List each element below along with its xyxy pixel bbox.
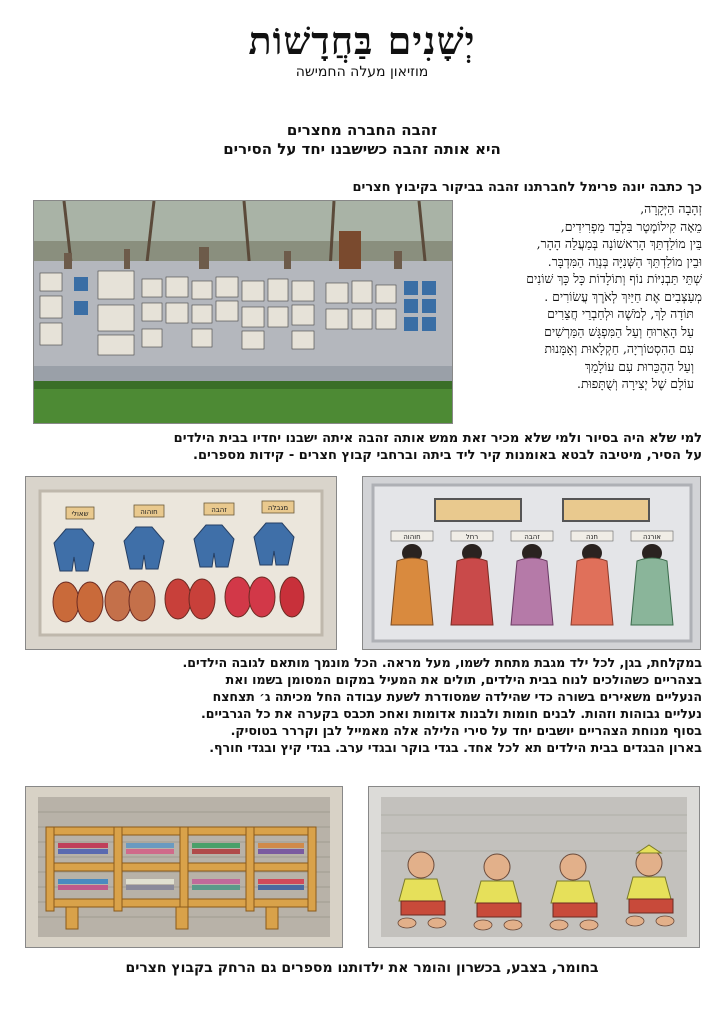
name-tag: חוהוה	[403, 533, 421, 541]
paragraph-line: למי שלא היה בסיור ולמי שלא מכיר זאת ממש אותה זהבה איתה ישבנו יחדיו בבית הילדים	[173, 431, 702, 446]
intro-line: כך כתבה יונה פרימל לחברתנו זהבה בביקור בקיבוץ חצרים	[352, 180, 702, 195]
footer-caption: בחומר, בצבע, בכשרון והומר את ילדותנו מספרים גם הרחק בקבוץ חצרים	[125, 960, 599, 976]
poem-line: תּוֹדָה לָךְ, לְמֹשֶׁה וּלְחַבְרֵי חֲצֵרִים	[547, 306, 694, 321]
poem-line: וּבֵין מוֹלַדְתֵּךְ הַשְּׁנִיָּה בְּנְוֵה הַמִּדְבָּר.	[547, 253, 702, 269]
poem-line: עוֹלָם שֶׁל יְצִירָה וְשֻׁתָּפוּת.	[577, 376, 694, 391]
name-tag: חנה	[586, 533, 598, 541]
paragraph-line: במקלחת, בגן, לכל ילד מגבת מתחת לשמו, מעל מראה. הכל מונמך מותאם לגובה הילדים.	[182, 655, 702, 670]
paragraph-line: בארון הבגדים בבית הילדים תא לכל אחד. בגדי בוקר ובגדי ערב. בגדי קיץ ובגדי חורף.	[209, 740, 702, 755]
name-tag: שאולי	[71, 510, 89, 518]
poem-line: וְעַל הַהֶכֵּרוּת עִם עוֹלָמֵךְ	[584, 358, 694, 374]
paragraph-2	[12, 654, 702, 756]
page-title: יְשָׁנִים בַּחֲדָשׁוֹת	[248, 18, 476, 63]
name-tag: רחל	[465, 533, 479, 541]
page-subtitle: מוזיאון מעלה החמישה	[295, 64, 429, 80]
name-tag: זהבה	[524, 533, 540, 541]
towels-relief-photo	[362, 476, 701, 650]
poem	[457, 200, 702, 393]
name-tag: אורנה	[643, 533, 661, 541]
poem-line: מְעַצְּבִים אֶת חַיַּיִךְ לְאֹרֶךְ עֲשׂוֹרִים .	[544, 288, 702, 304]
name-tag: מגבלה	[267, 504, 289, 512]
poem-line: שְׁתֵּי תַּבְנִיּוֹת נוֹף וְתוֹלָדוֹת כָּל כָּךְ שׁוֹנִים	[526, 271, 702, 286]
name-tag: חוהוה	[140, 508, 158, 516]
paragraph-line: על הסיר, מיטיבה לבטא באומנות קיר ליד ביתה וברחבי קבוץ חצרים - קידות מספרים.	[193, 448, 702, 463]
paragraph-1	[12, 430, 702, 464]
mural-wall-photo	[33, 200, 453, 424]
paragraph-line: נעליים גבוהות וזהות. לבנים חומות ולבנות אדומות ואחכ תכבס בקערה את כל הגרביים.	[201, 706, 702, 721]
cupboard-relief-photo	[25, 786, 343, 948]
article-heading-line-2: היא אותה זהבה כשישבנו יחד על הסירים	[223, 140, 501, 158]
paragraph-line: הנעליים משאירים בשורה כדי שהילדה שמסודרת לשעת עבודה החל מכיתה ג׳ תצחצח	[212, 689, 702, 704]
children-relief-photo	[368, 786, 700, 948]
poem-line: זְהָבָה הַיְּקָרָה,	[640, 201, 702, 216]
poem-line: בֵּין מוֹלַדְתֵּךְ הָרִאשׁוֹנָה בְּמַעֲלֵה הָהָר,	[536, 236, 702, 251]
poem-line: עִם הַהִסְטוֹרְיָה, חַקְלָאוּת וְאָמָּנוּת	[544, 341, 694, 356]
name-tag: זהבה	[211, 506, 227, 514]
poem-line: מֵאָה קִילוֹמֶטֶר בִּלְבַד מַפְרִידִים,	[560, 218, 702, 234]
paragraph-line: בסוף מנוחת הצהריים יושבים יחד על סירי הלילה אלה מאמייל לבן וקררר בטוסיק.	[230, 723, 702, 738]
article-heading-line-1: זהבה החברה מחצרים	[286, 121, 438, 139]
coats-shoes-relief-photo	[25, 476, 337, 650]
paragraph-line: בצהריים כשהולכים לנוח בבית הילדים, תולים את המעיל במקום המסומן בשמו ואת	[225, 672, 702, 687]
poem-line: עַל הָאֵרוּחַ וְעַל הַמִּפְגָּשׁ הַמַּרְשִׁים	[544, 323, 694, 339]
